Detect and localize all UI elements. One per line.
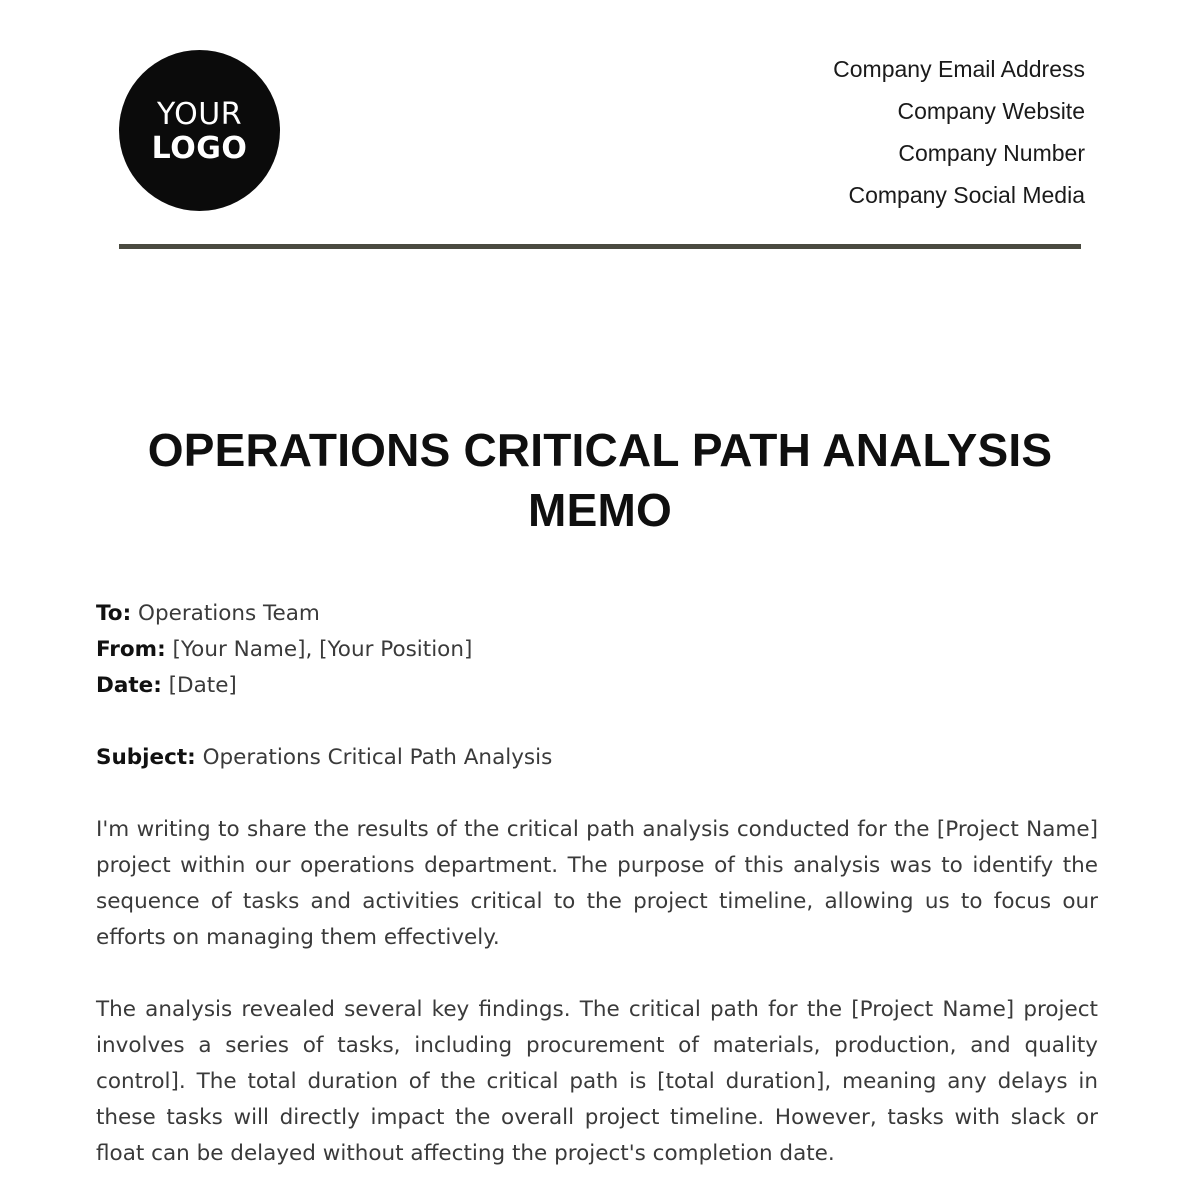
subject-value: Operations Critical Path Analysis: [195, 745, 553, 770]
to-label: To:: [96, 601, 132, 626]
body-paragraph-1: I'm writing to share the results of the critical path analysis conducted for the [Project Name] project within our operations department. The purpose of this analysis was to identify the sequence of tasks and activities critical to the project timeline, allowing us to focus our efforts on managing them effectively.: [96, 817, 1098, 950]
subject-label: Subject:: [96, 745, 196, 770]
company-number: Company Number: [898, 140, 1085, 166]
memo-title: OPERATIONS CRITICAL PATH ANALYSIS MEMO: [147, 424, 1053, 536]
from-value: [Your Name], [Your Position]: [165, 637, 473, 662]
company-logo: [119, 50, 280, 211]
to-value: Operations Team: [131, 601, 320, 626]
memo-date-row: [96, 668, 1100, 704]
logo-line-2: LOGO: [151, 130, 248, 166]
company-email: Company Email Address: [833, 56, 1085, 82]
header-divider: [119, 244, 1081, 249]
body-paragraph-2: The analysis revealed several key findings. The critical path for the [Project Name] project involves a series of tasks, including procurement of materials, production, and quality control]. The total duration of the critical path is [total duration], meaning any delays in these tasks will directly impact the overall project timeline. However, tasks with slack or float can be delayed without affecting the project's completion date.: [96, 997, 1098, 1166]
memo-meta: [96, 596, 1100, 704]
from-label: From:: [96, 637, 166, 662]
memo-subject-row: [96, 740, 1100, 776]
memo-to-row: [96, 596, 1100, 632]
company-contact-block: [833, 54, 1085, 222]
company-website: Company Website: [897, 98, 1085, 124]
date-value: [Date]: [161, 673, 237, 698]
memo-from-row: [96, 632, 1100, 668]
company-social-media: Company Social Media: [848, 182, 1085, 208]
logo-line-1: YOUR: [156, 96, 243, 132]
date-label: Date:: [96, 673, 162, 698]
